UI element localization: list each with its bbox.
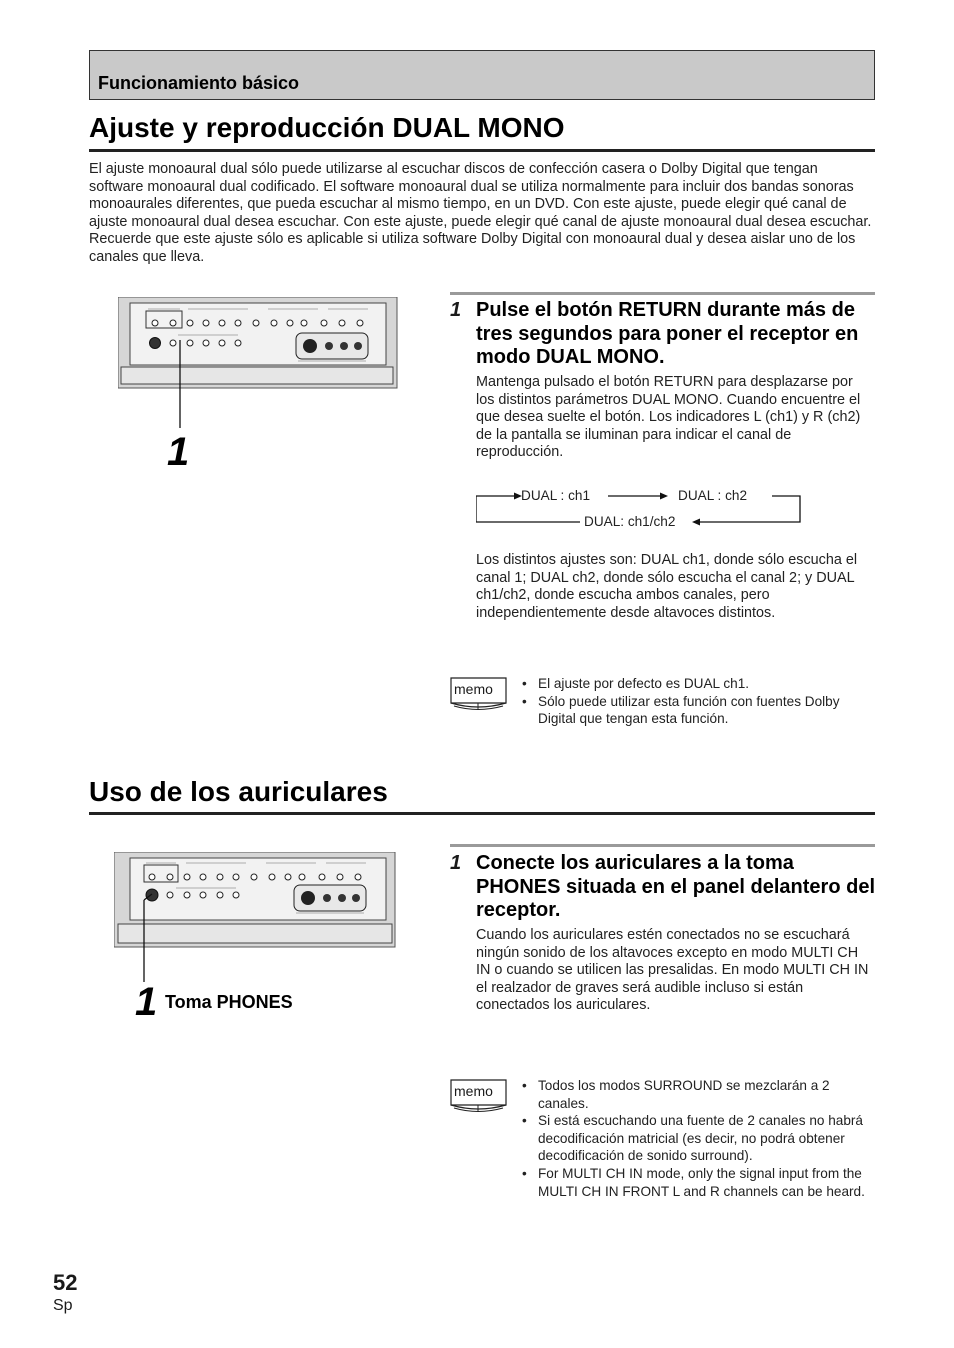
flow-label-ch2: DUAL : ch2 [678, 488, 748, 503]
step-number: 1 [450, 299, 462, 321]
language-code: Sp [53, 1297, 73, 1314]
memo-list [520, 675, 876, 728]
memo-label: memo [454, 681, 493, 697]
page-number: 52 [53, 1270, 78, 1295]
callout-line [176, 340, 186, 430]
step-title: Conecte los auriculares a la toma PHONES situada en el panel delantero del receptor. [476, 852, 875, 921]
step-body: Cuando los auriculares estén conectados no se escuchará ningún sonido de los altavoces excepto en modo MULTI CH IN o cuando se utilicen las presalidas. En modo MULTI CH IN el realzador de graves será audible incluso si están conectados los auriculares. [476, 927, 869, 1014]
memo-item: • Sólo puede utilizar esta función con fuentes Dolby Digital que tengan esta función. [538, 693, 876, 728]
memo-label: memo [454, 1083, 493, 1099]
memo-item: • El ajuste por defecto es DUAL ch1. [538, 675, 876, 693]
section-header-bar [89, 50, 875, 100]
callout-label: Toma PHONES [165, 992, 293, 1012]
memo-item: • For MULTI CH IN mode, only the signal input from the MULTI CH IN FRONT L and R channels can be heard. [538, 1165, 876, 1200]
section1-rule [89, 149, 875, 152]
receiver-panel-illustration [114, 852, 396, 948]
step-title: Pulse el botón RETURN durante más de tres segundos para poner el receptor en modo DUAL MONO. [476, 299, 859, 368]
memo-list [520, 1077, 876, 1200]
step-body: Mantenga pulsado el botón RETURN para desplazarse por los distintos parámetros DUAL MONO. Cuando encuentre el que desea suelte el botón. Los indicadores L (ch1) y R (ch2) de la pantalla se iluminan para indicar el canal de reproducción. [476, 374, 861, 461]
memo-item: • Todos los modos SURROUND se mezclarán a 2 canales. [538, 1077, 876, 1112]
section2-title: Uso de los auriculares [89, 776, 388, 807]
receiver-panel-illustration [118, 297, 398, 389]
section1-intro: El ajuste monoaural dual sólo puede utilizarse al escuchar discos de confección casera o Dolby Digital que tengan software monoaural dual codificado. El software monoaural dual se utiliza normalmente para incluir dos bandas sonoras monoaurales diferentes, que pueda escuchar al mismo tiempo, en un DVD. Con este ajuste, puede elegir qué canal de ajuste monoaural dual desea escuchar. Con este ajuste, puede elegir qué canal de ajuste monoaural dual desea escuchar. Recuerde que este ajuste sólo es aplicable si utiliza software Dolby Digital con monoaural dual y desea aislar uno de los canales que lleva. [89, 161, 872, 265]
flow-label-ch1: DUAL : ch1 [521, 488, 591, 503]
step-rule [450, 844, 875, 847]
flow-label-ch1-ch2: DUAL: ch1/ch2 [584, 514, 676, 529]
callout-number: 1 [167, 430, 190, 474]
callout-line [138, 892, 154, 984]
step-number: 1 [450, 852, 462, 874]
callout-number: 1 [135, 980, 158, 1024]
section-header: Funcionamiento básico [98, 73, 300, 93]
memo-item: • Si está escuchando una fuente de 2 canales no habrá decodificación matricial (es decir, no podrá obtener decodificación de sonido surround). [538, 1112, 876, 1165]
section2-rule [89, 812, 875, 815]
settings-text: Los distintos ajustes son: DUAL ch1, donde sólo escucha el canal 1; DUAL ch2, donde sólo escucha el canal 2; y DUAL ch1/ch2, donde escucha ambos canales, pero independientemente desde altavoces distintos. [476, 552, 858, 621]
step-rule [450, 292, 875, 295]
section1-title: Ajuste y reproducción DUAL MONO [89, 112, 565, 143]
